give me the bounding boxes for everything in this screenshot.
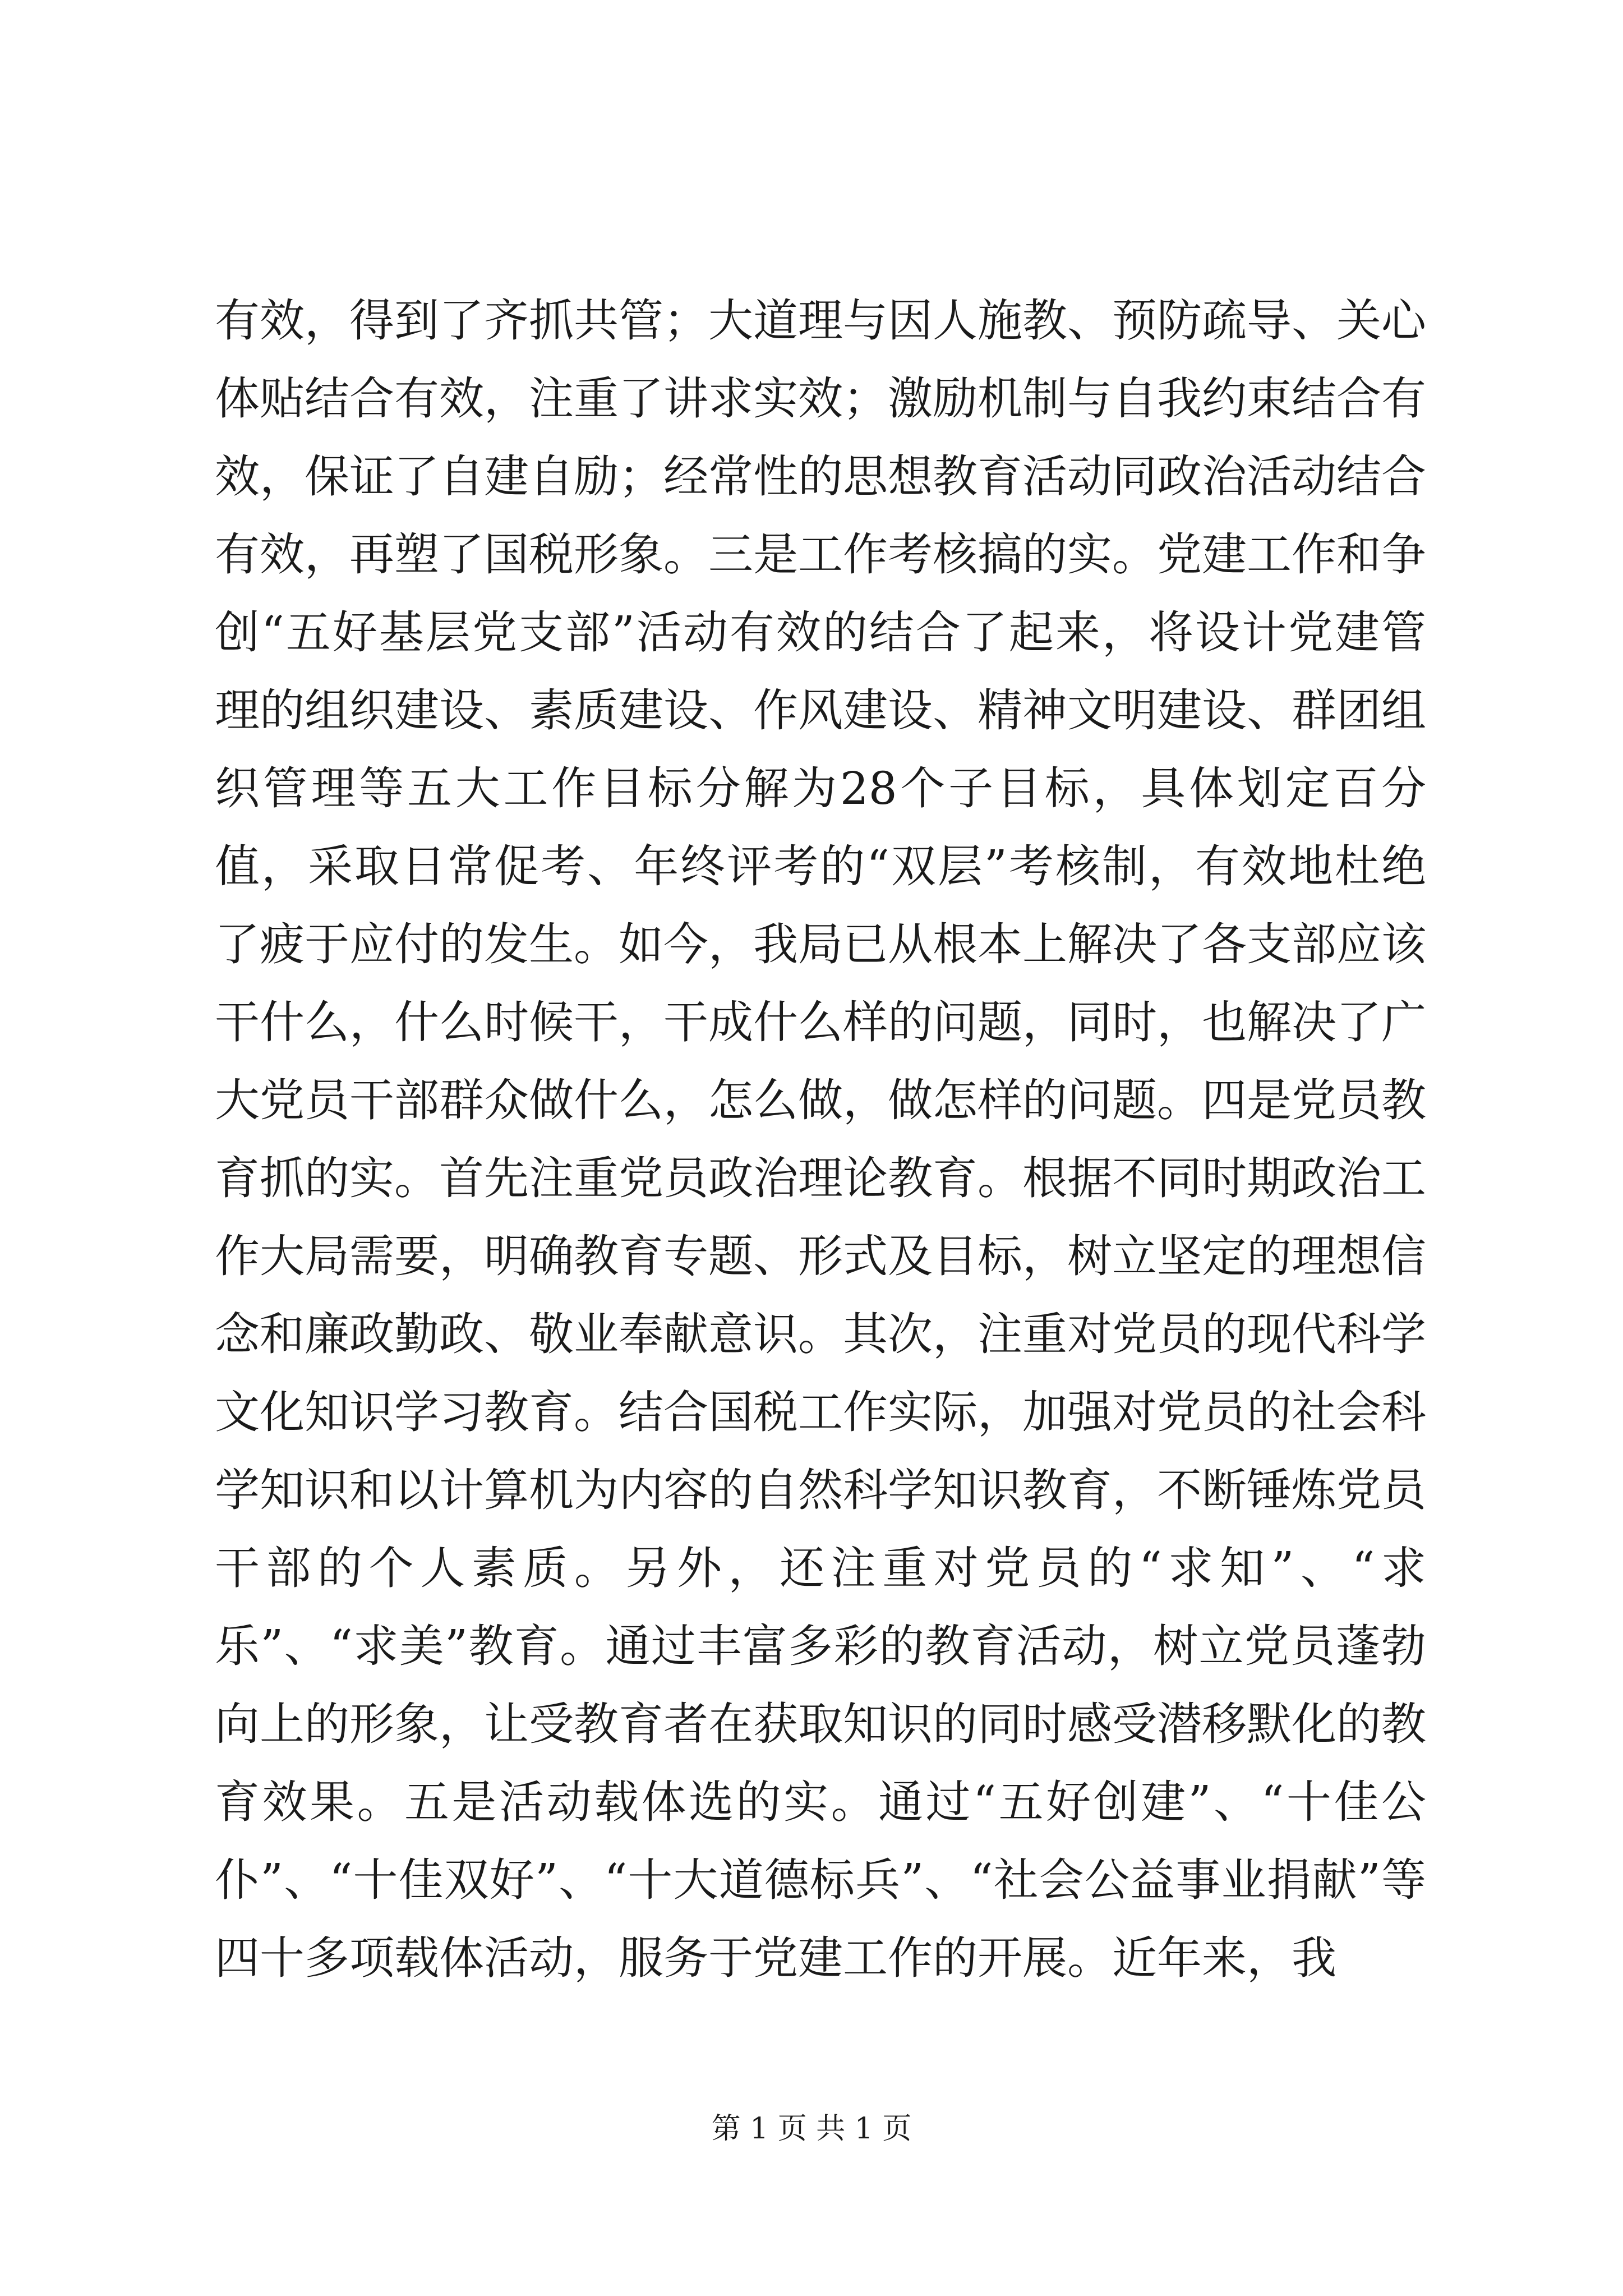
body-paragraph: 有效，得到了齐抓共管；大道理与因人施教、预防疏导、关心体贴结合有效，注重了讲求实效；激励机制与自我约束结合有效，保证了自建自励；经常性的思想教育活动同政治活动结合有效，再塑了国税形象。三是工作考核搞的实。党建工作和争创“五好基层党支部”活动有效的结合了起来，将设计党建管理的组织建设、素质建设、作风建设、精神文明建设、群团组织管理等五大工作目标分解为28个子目标，具体划定百分值，采取日常促考、年终评考的“双层”考核制，有效地杜绝了疲于应付的发生。如今，我局已从根本上解决了各支部应该干什么，什么时候干，干成什么样的问题，同时，也解决了广大党员干部群众做什么，怎么做，做怎样的问题。四是党员教育抓的实。首先注重党员政治理论教育。根据不同时期政治工作大局需要，明确教育专题、形式及目标，树立坚定的理想信念和廉政勤政、敬业奉献意识。其次，注重对党员的现代科学文化知识学习教育。结合国税工作实际，加强对党员的社会科学知识和以计算机为内容的自然科学知识教育，不断锤炼党员干部的个人素质。另外，还注重对党员的“求知”、“求乐”、“求美”教育。通过丰富多彩的教育活动，树立党员蓬勃向上的形象，让受教育者在获取知识的同时感受潜移默化的教育效果。五是活动载体选的实。通过“五好创建”、“十佳公仆”、“十佳双好”、“十大道德标兵”、“社会公益事业捐献”等四十多项载体活动，服务于党建工作的开展。近年来，我 <box>215 295 1426 1984</box>
page-footer: 第 1 页 共 1 页 <box>711 2112 912 2146</box>
